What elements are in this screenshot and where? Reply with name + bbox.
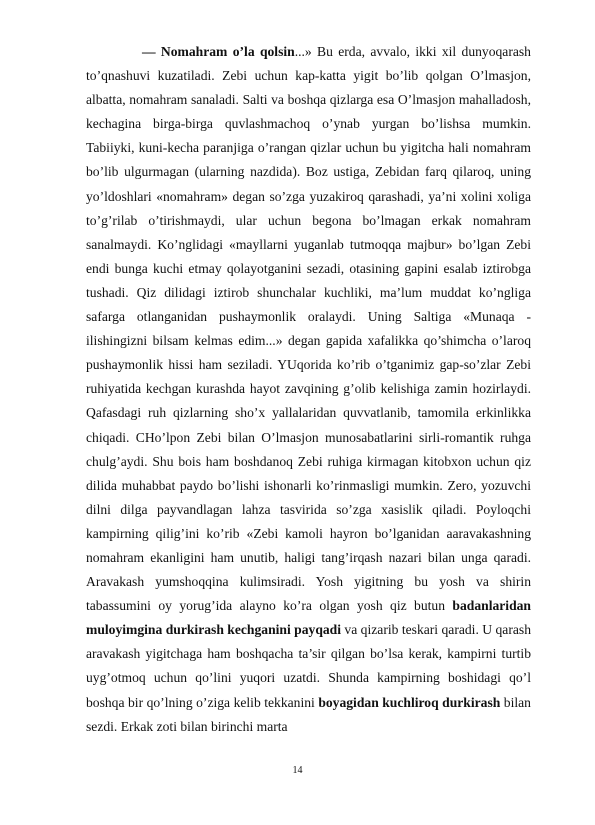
quote-heading: — Nomahram o’la qolsin — [142, 44, 295, 59]
document-page — [86, 40, 531, 739]
emphasis-text-1: badanlaridan muloyimgina durkirash kechganini payqadi — [86, 598, 531, 638]
emphasis-text-2: boyagidan kuchliroq durkirash — [318, 694, 501, 710]
paragraph-text-1: ...» Bu erda, avvalo, ikki xil dunyoqarash to’qnashuvi kuzatiladi. Zebi uchun kap-katta yigit bo’lib qolgan O’lmasjon, albatta, nomahram sanaladi. Salti va boshqa qizlarga esa O’lmasjon mahalladosh, kechagina birga-birga quvlashmachoq o’ynab yurgan bo’lishsa mumkin. Tabiiyki, kuni-kecha paranjiga o’rangan qizlar uchun bu yigitcha hali nomahram bo’lib ulgurmagan (ularning nazdida). Boz ustiga, Zebidan farq qilaroq, uning yo’ldoshlari «nomahram» degan so’zga yuzakiroq qarashadi, ya’ni xolini xoliga to’g’rilab o’tirishmaydi, ular uchun begona bo’lmagan erkak nomahram sanalmaydi. Ko’nglidagi «mayllarni yuganlab tutmoqqa majbur» bo’lgan Zebi endi bunga kuchi etmay qolayotganini sezadi, otasining gapini esalab iztirobga tushadi. Qiz dilidagi iztirob shunchalar kuchliki, ma’lum muddat ko’ngliga safarga otlanganidan pushaymonlik oralaydi. Uning Saltiga «Munaqa -ilishingizni bilsam kelmas edim...» degan gapida xafalikka qo’shimcha o’laroq pushaymonlik hissi ham seziladi. YUqorida ko’rib o’tganimiz gap-so’zlar Zebi ruhiyatida kechgan kurashda hayot zavqining g’olib kelishiga zamin hozirlaydi. Qafasdagi ruh qizlarning sho’x yallalaridan quvvatlanib, tamomila erkinlikka chiqadi. CHo’lpon Zebi bilan O’lmasjon munosabatlarini sirli-romantik ruhga chulg’aydi. Shu bois ham boshdanoq Zebi ruhiga kirmagan kitobxon uchun qiz dilida muhabbat paydo bo’lishi ishonarli ko’rinmasligi mumkin. Zero, yozuvchi dilni dilga payvandlagan lahza tasvirida so’zga xasislik qiladi. Poyloqchi kampirning qilig’ini ko’rib «Zebi kamoli hayron bo’lganidan aaravakashning nomahram ekanligini ham unutib, haligi tang’irqash nazari bilan unga qaradi. Aravakash yumshoqqina kulimsiradi. Yosh yigitning bu yosh va shirin tabassumini oy yorug’ida alayno ko’ra olgan yosh qiz butun — [86, 44, 531, 614]
body-paragraph — [86, 40, 531, 739]
page-number: 14 — [292, 765, 303, 776]
paragraph-text-3: bilan sezdi. Erkak zoti bilan birinchi marta — [86, 694, 531, 734]
paragraph-text-2: va qizarib teskari qaradi. U qarash aravakash yigitchaga ham boshqacha ta’sir qilgan bo’lsa kerak, kampirni turtib uyg’otmoq uchun qo’lini yuqori uzatdi. Shunda kampirning boshidagi qo’l boshqa bir qo’lning o’ziga kelib tekkanini — [86, 622, 531, 710]
